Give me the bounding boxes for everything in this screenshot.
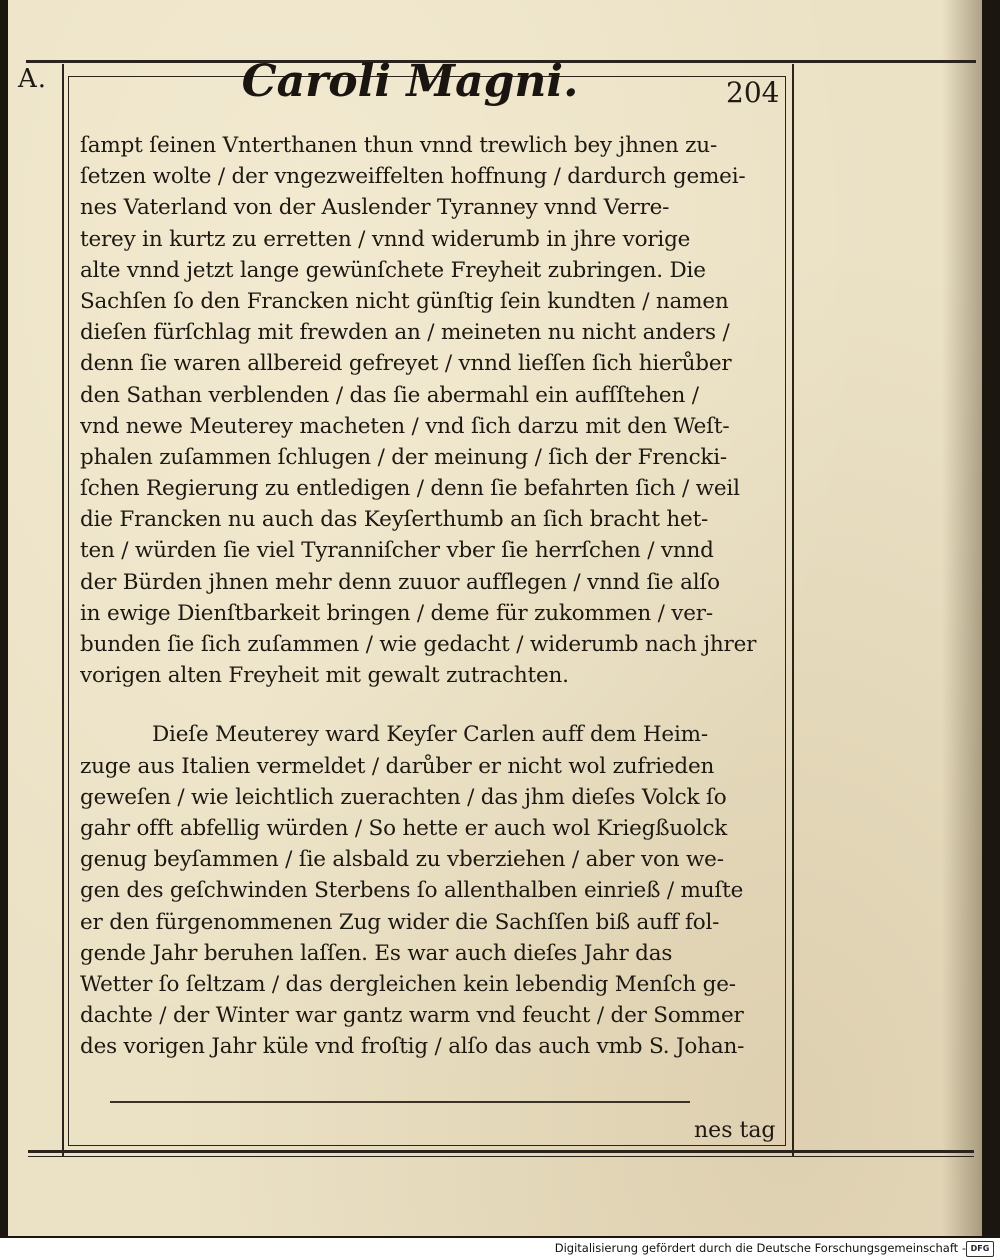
text-line: in ewige Dienſtbarkeit bringen / deme für zukommen / ver- [80, 600, 713, 626]
text-line: geweſen / wie leichtlich zuerachten / das jhm dieſes Volck ſo [80, 784, 727, 810]
footer-credit: Digitalisierung gefördert durch die Deutsche Forschungsgemeinschaft - [554, 1241, 966, 1255]
text-line: genug beyſammen / ſie alsbald zu vberziehen / aber von we- [80, 847, 724, 873]
text-line: den Sathan verblenden / das ſie abermahl ein aufſſtehen / [80, 382, 699, 408]
margin-line-right [792, 64, 794, 1156]
text-line: alte vnnd jetzt lange gewünſchete Freyheit zubringen. Die [80, 257, 706, 283]
text-line: vorigen alten Freyheit mit gewalt zutrachten. [80, 663, 569, 689]
text-line: terey in kurtz zu erretten / vnnd widerumb in jhre vorige [80, 226, 691, 252]
text-line: der Bürden jhnen mehr denn zuuor aufflegen / vnnd ſie alſo [80, 569, 720, 595]
text-line: dachte / der Winter war gantz warm vnd feucht / der Sommer [80, 1003, 744, 1029]
text-line: bunden ſie ſich zuſammen / wie gedacht / widerumb nach jhrer [80, 632, 757, 657]
body-text [80, 130, 786, 1062]
text-line: gahr offt abfellig würden / So hette er auch wol Kriegßuolck [80, 815, 728, 841]
text-line: gende Jahr beruhen laſſen. Es war auch dieſes Jahr das [80, 940, 673, 966]
bottom-short-rule [110, 1101, 690, 1103]
text-line: des vorigen Jahr küle vnd froſtig / alſo das auch vmb S. Johan- [80, 1034, 745, 1060]
text-line: er den fürgenommenen Zug wider die Sachſſen biß auff fol- [80, 909, 720, 935]
text-line: dieſen fürſchlag mit frewden an / meineten nu nicht anders / [80, 320, 730, 346]
page-number: 204 [726, 76, 780, 109]
running-title: Caroli Magni. [241, 56, 579, 107]
page-edge-shadow [942, 0, 982, 1236]
text-line: ſampt ſeinen Vnterthanen thun vnnd trewlich bey jhnen zu- [80, 133, 718, 158]
text-line: gen des geſchwinden Sterbens ſo allenthalben einrieß / muſte [80, 878, 744, 904]
paragraph-2 [80, 719, 786, 1062]
text-line: Dieſe Meuterey ward Keyſer Carlen auff dem Heim- [152, 722, 708, 748]
margin-line-left [62, 64, 64, 1156]
text-line: die Francken nu auch das Keyſerthumb an ſich bracht het- [80, 507, 709, 533]
catchword: nes tag [694, 1118, 776, 1143]
text-line: phalen zuſammen ſchlugen / der meinung / ſich der Frencki- [80, 444, 727, 470]
footer-rule-thin [28, 1156, 974, 1157]
text-line: ſetzen wolte / der vngezweiffelten hoffnung / dardurch gemei- [80, 164, 746, 190]
text-line: ten / würden ſie viel Tyranniſcher vber ſie herrſchen / vnnd [80, 538, 714, 564]
dfg-logo: DFG [966, 1241, 994, 1257]
text-line: Sachſen ſo den Francken nicht günſtig ſein kundten / namen [80, 288, 729, 314]
text-line: denn ſie waren allbereid gefreyet / vnnd lieſſen ſich hierůber [80, 351, 732, 377]
text-line: nes Vaterland von der Auslender Tyranney vnnd Verre- [80, 195, 670, 221]
signature-mark: A. [18, 64, 48, 94]
paragraph-1 [80, 130, 786, 691]
text-line: ſchen Regierung zu entledigen / denn ſie befahrten ſich / weil [80, 476, 740, 502]
footer-rule [28, 1150, 974, 1153]
text-line: zuge aus Italien vermeldet / darůber er nicht wol zufrieden [80, 753, 715, 779]
digitization-footer [0, 1238, 1000, 1260]
text-line: Wetter ſo ſeltzam / das dergleichen kein lebendig Menſch ge- [80, 971, 736, 997]
text-line: vnd newe Meuterey macheten / vnd ſich darzu mit den Weſt- [80, 413, 730, 439]
